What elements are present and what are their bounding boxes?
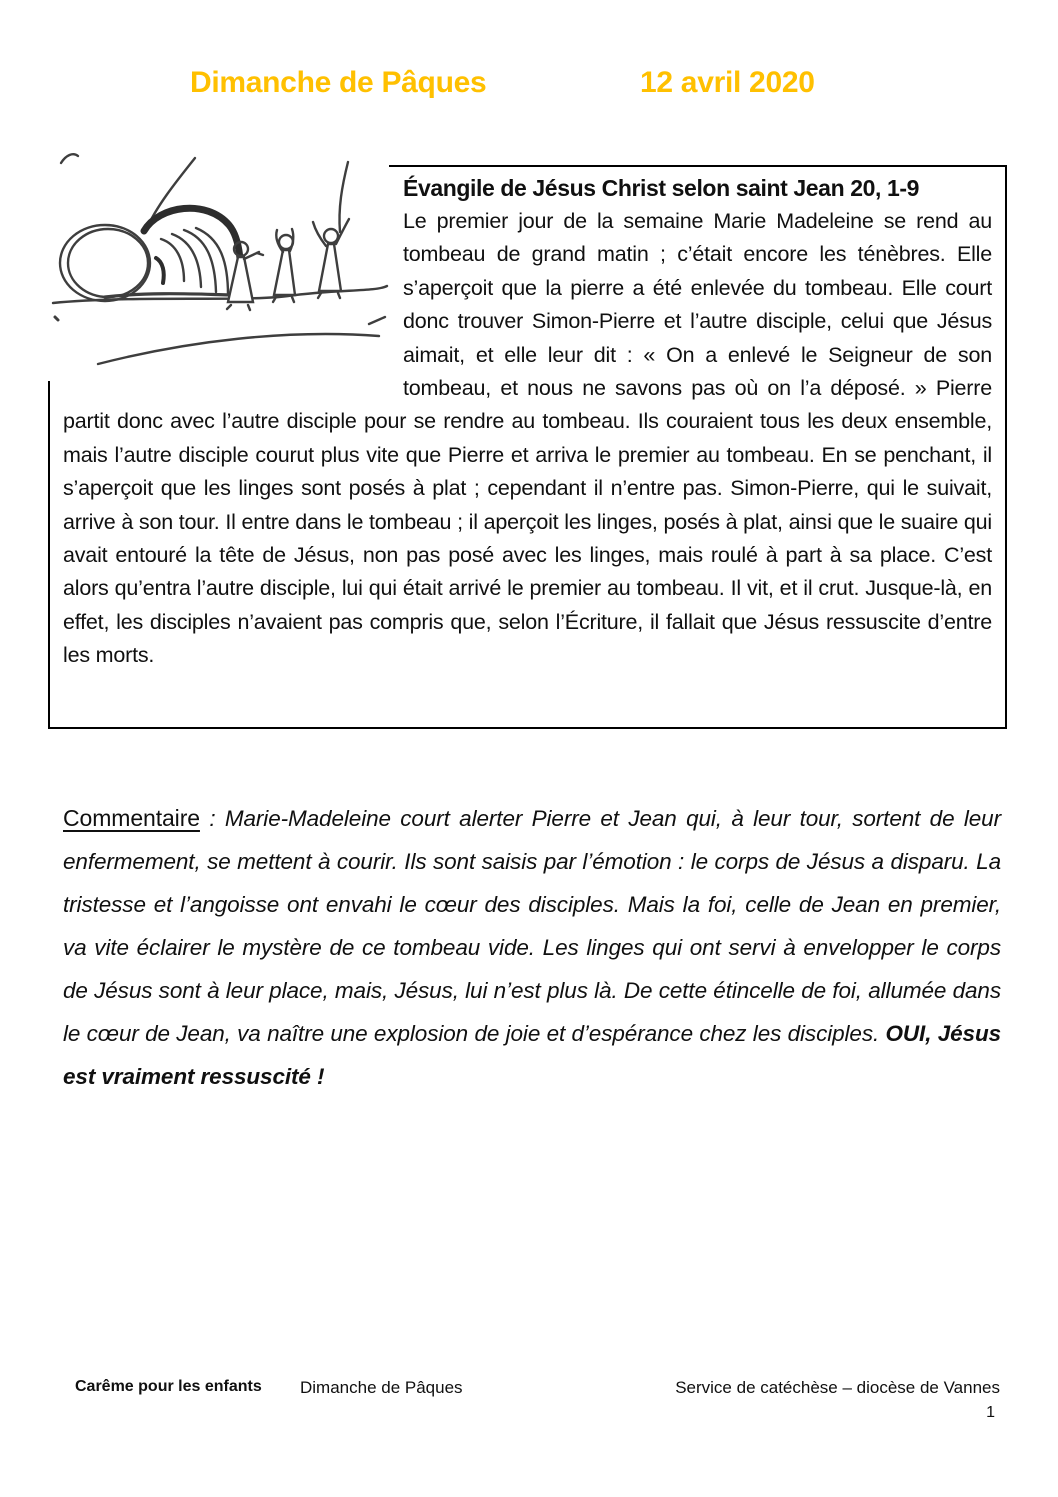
commentary-separator: : bbox=[199, 806, 225, 831]
page-number: 1 bbox=[986, 1404, 995, 1421]
footer-series-title: Carême pour les enfants bbox=[75, 1378, 262, 1395]
gospel-body-text: Le premier jour de la semaine Marie Madeleine se rend au tombeau de grand matin ; c’était encore les ténèbres. Elle s’aperçoit que la pierre a été enlevée du tombeau. Elle court donc trouver Simon-Pierre et l’autre disciple, celui que Jésus aimait, et elle leur dit : « On a enlevé le Seigneur de son tombeau, et nous ne savons pas où on l’a déposé. » Pierre partit donc avec l’autre disciple pour se rendre au tombeau. Ils couraient tous les deux ensemble, mais l’autre disciple courut plus vite que Pierre et arriva le premier au tombeau. En se penchant, il s’aperçoit que les linges sont posés à plat ; cependant il n’entre pas. Simon-Pierre, qui le suivait, arrive à son tour. Il entre dans le tombeau ; il aperçoit les linges, posés à plat, ainsi que le suaire qui avait entouré la tête de Jésus, non pas posé avec les linges, mais roulé à part à sa place. C’est alors qu’entra l’autre disciple, lui qui était arrivé le premier au tombeau. Il vit, et il crut. Jusque-là, en effet, les disciples n’avaient pas compris que, selon l’Écriture, il fallait que Jésus ressuscite d’entre les morts. bbox=[63, 209, 992, 668]
page-date: 12 avril 2020 bbox=[640, 66, 815, 99]
page-footer bbox=[0, 1372, 1058, 1442]
commentary-section bbox=[63, 797, 1001, 1098]
footer-publisher: Service de catéchèse – diocèse de Vannes bbox=[675, 1378, 1000, 1397]
commentary-emphasis-text: OUI, Jésus est vraiment ressuscité ! bbox=[63, 1021, 1001, 1089]
empty-tomb-illustration bbox=[43, 145, 389, 381]
commentary-body-text: Marie-Madeleine court alerter Pierre et Jean qui, à leur tour, sortent de leur enfermement, se mettent à courir. Ils sont saisis par l’émotion : le corps de Jésus a disparu. La tristesse et l’angoisse ont envahi le cœur des disciples. Mais la foi, celle de Jean en premier, va vite éclairer le mystère de ce tombeau vide. Les linges qui ont servi à envelopper le corps de Jésus sont à leur place, mais, Jésus, lui n’est plus là. De cette étincelle de foi, allumée dans le cœur de Jean, va naître une explosion de joie et d’espérance chez les disciples. bbox=[63, 806, 1001, 1046]
commentary-label: Commentaire bbox=[63, 805, 200, 831]
empty-tomb-drawing-svg bbox=[43, 145, 389, 381]
gospel-heading: Évangile de Jésus Christ selon saint Jean 20, 1-9 bbox=[403, 175, 920, 201]
gospel-text-box bbox=[48, 165, 1007, 729]
footer-document-title: Dimanche de Pâques bbox=[300, 1378, 463, 1397]
document-header bbox=[0, 66, 1058, 106]
page-title: Dimanche de Pâques bbox=[190, 66, 487, 99]
